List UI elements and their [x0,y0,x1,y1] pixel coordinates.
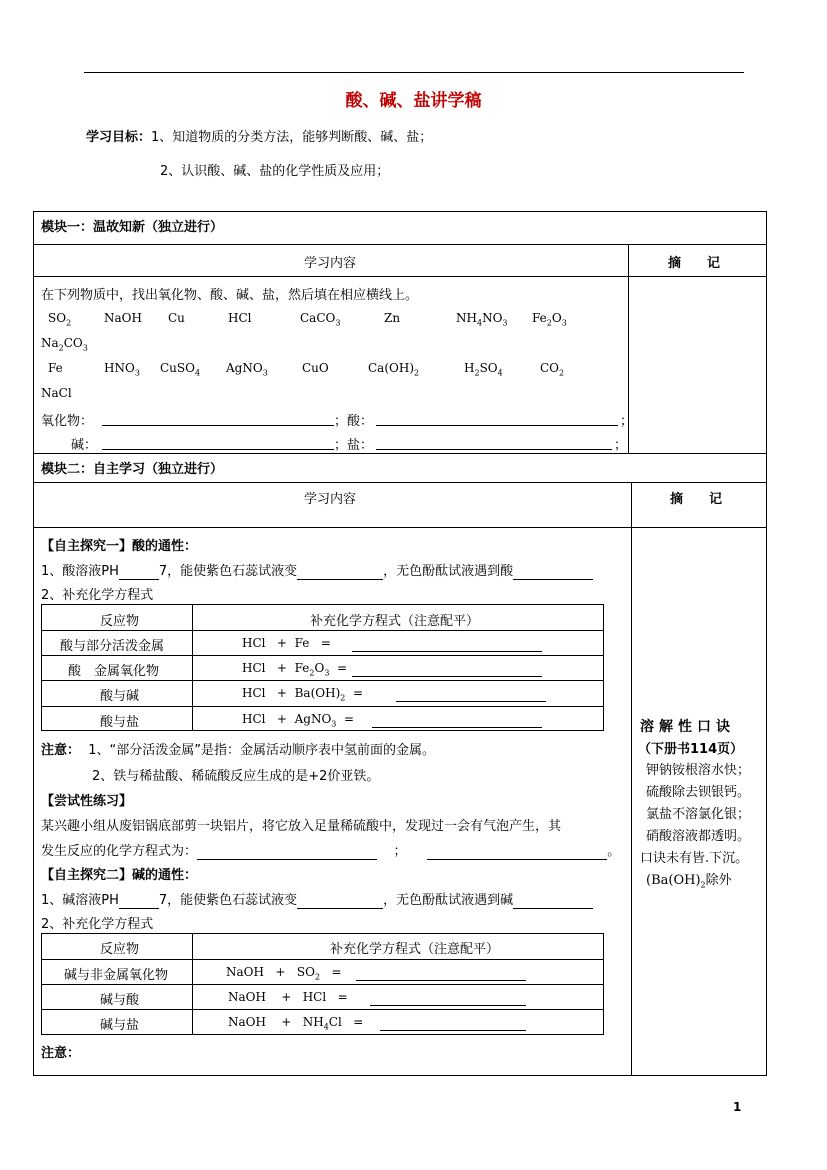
oxide-label: 氧化物： [41,414,94,429]
substance-caco3: CaCO$_3$ [300,311,341,328]
table-line [33,244,767,245]
explore2-note-label: 注意： [41,1046,81,1061]
end-mark: ； [620,414,634,429]
acid-answer-line[interactable] [376,425,618,426]
substance-caoh2: $Ca(OH)_2$ [368,361,420,378]
explore2-q1: 1、碱溶液PH 7，能使紫色石蕊试液变 ，无色酚酞试液遇到碱 [41,889,593,909]
phenol-blank[interactable] [513,893,593,909]
module2-header: 模块二：自主学习（独立进行） [41,462,224,477]
equation-answer-line[interactable] [352,676,542,677]
substance: HCl [228,311,252,325]
module2-col-content: 学习内容 [304,492,357,507]
table-line [33,482,767,483]
page-number: 1 [733,1100,742,1114]
explore1-title: 【自主探究一】酸的通性： [41,539,198,554]
equation-cell: NaOH + $SO_2$ = [226,965,342,982]
substance-co2: $CO_2$ [540,361,565,378]
equation-cell: NaOH + HCl = [228,990,348,1004]
goals-label: 学习目标： [86,130,152,145]
explore1-q2: 2、补充化学方程式 [41,588,154,603]
end-mark: ； [614,438,628,453]
equation-answer-line[interactable] [352,651,542,652]
acid-label: ；酸： [334,414,374,429]
litmus-blank[interactable] [297,893,383,909]
equation-cell: HCl + $Fe_2O_3$ = [242,661,348,678]
substance: NaOH [104,311,142,325]
side-notes-line: 硫酸除去钡银钙。 [646,785,751,800]
module1-col-content: 学习内容 [304,256,357,271]
practice-text: 某兴趣小组从废铝锅底部剪一块铝片，将它放入足量稀硫酸中，发现过一会有气泡产生，其 [41,819,562,834]
side-notes-title: 溶解性口诀 [640,719,735,735]
salt-answer-line[interactable] [376,449,612,450]
reactant-cell: 酸与盐 [100,715,140,730]
table-line [33,276,767,277]
substance: Zn [384,311,401,325]
salt-label: ；盐： [334,438,374,453]
page-title: 酸、碱、盐讲学稿 [345,91,482,111]
ph-blank[interactable] [119,893,159,909]
base-label: 碱： [71,438,98,453]
practice-answer: 发生反应的化学方程式为： ； 。 [41,844,621,859]
explore2-q2: 2、补充化学方程式 [41,917,154,932]
reactant-cell: 酸与部分活泼金属 [60,639,165,654]
base-answer-line[interactable] [102,449,334,450]
side-notes-line: 钾钠铵根溶水快； [646,763,751,778]
practice-blank-1[interactable] [197,844,377,860]
practice-blank-2[interactable] [427,844,607,860]
equation-answer-line[interactable] [370,1005,526,1006]
side-notes-line: 口诀未有皆.下沉。 [640,851,749,866]
reactant-cell: 酸与碱 [100,689,140,704]
explore1-note2: 2、铁与稀盐酸、稀硫酸反应生成的是+2价亚铁。 [92,769,380,784]
substance: NaCl [41,386,72,400]
equation-answer-line[interactable] [380,1030,526,1031]
table-head-equation: 补充化学方程式（注意配平） [330,942,500,957]
side-notes-line: 氯盐不溶氯化银； [646,807,751,822]
substance-hno3: $HNO_3$ [104,361,140,378]
equation-cell: HCl + Fe = [242,636,331,650]
table-line [41,630,604,631]
substance-nh4no3: $NH_4NO_3$ [456,311,508,328]
table-line [33,527,767,528]
table-head-reactant: 反应物 [100,614,140,629]
substance: CuO [302,361,329,375]
table-head-reactant: 反应物 [100,942,140,957]
equation-answer-line[interactable] [372,727,542,728]
header-rule [84,72,744,73]
substance-h2so4: $H_2SO_4$ [464,361,503,378]
reactant-cell: 碱与盐 [100,1018,140,1033]
module1-instruction: 在下列物质中，找出氧化物、酸、碱、盐，然后填在相应横线上。 [41,288,419,303]
substance-na2co3: $Na_2CO_3$ [41,336,88,353]
side-notes-sub: （下册书114页） [638,742,744,757]
equation-cell: NaOH + $NH_4Cl$ = [228,1015,364,1032]
module1-col-notes: 摘 记 [668,256,721,271]
reactant-cell: 酸 金属氧化物 [68,664,160,679]
table-line [41,706,604,707]
side-notes-line: ($Ba(OH)_2$除外 [646,873,732,890]
substance: Fe [48,361,63,375]
goal-item: 2、认识酸、碱、盐的化学性质及应用； [160,164,390,179]
module2-col-notes: 摘 记 [670,492,723,507]
explore2-title: 【自主探究二】碱的通性： [41,868,198,883]
equation-answer-line[interactable] [396,701,546,702]
table-line [33,1075,767,1076]
substance-cuso4: CuSO$_4$ [160,361,201,378]
goal-item: 1、知道物质的分类方法，能够判断酸、碱、盐； [151,130,433,145]
explore1-q1: 1、酸溶液PH 7，能使紫色石蕊试液变 ，无色酚酞试液遇到酸 [41,560,593,580]
phenol-blank[interactable] [513,564,593,580]
table-line [41,680,604,681]
equation-answer-line[interactable] [356,980,526,981]
table-line [631,482,632,1076]
table-line [41,984,604,985]
ph-blank[interactable] [119,564,159,580]
module1-header: 模块一：温故知新（独立进行） [41,220,224,235]
goals-line-1 [86,126,432,145]
reactant-cell: 碱与非金属氧化物 [64,968,169,983]
substance-so2: $SO_2$ [48,311,72,328]
table-line [766,211,767,1076]
equation-cell: HCl + AgNO$_3$ = [242,712,355,729]
reactant-cell: 碱与酸 [100,993,140,1008]
table-line [41,655,604,656]
table-line [41,1009,604,1010]
side-notes-line: 硝酸溶液都透明。 [646,829,751,844]
table-head-equation: 补充化学方程式（注意配平） [310,614,480,629]
litmus-blank[interactable] [297,564,383,580]
oxide-answer-line[interactable] [102,425,334,426]
equation-cell: HCl + $Ba(OH)_2$ = [242,686,364,703]
table-line [33,453,767,454]
table-line [33,211,34,1076]
table-line [192,604,193,731]
explore1-notes: 注意： 1、“部分活泼金属”是指：金属活动顺序表中氢前面的金属。 [41,743,436,758]
table-line [33,211,767,212]
table-line [41,959,604,960]
practice-title: 【尝试性练习】 [41,794,133,809]
substance-agno3: AgNO$_3$ [226,361,268,378]
substance: Cu [168,311,185,325]
substance-fe2o3: $Fe_2O_3$ [532,311,567,328]
